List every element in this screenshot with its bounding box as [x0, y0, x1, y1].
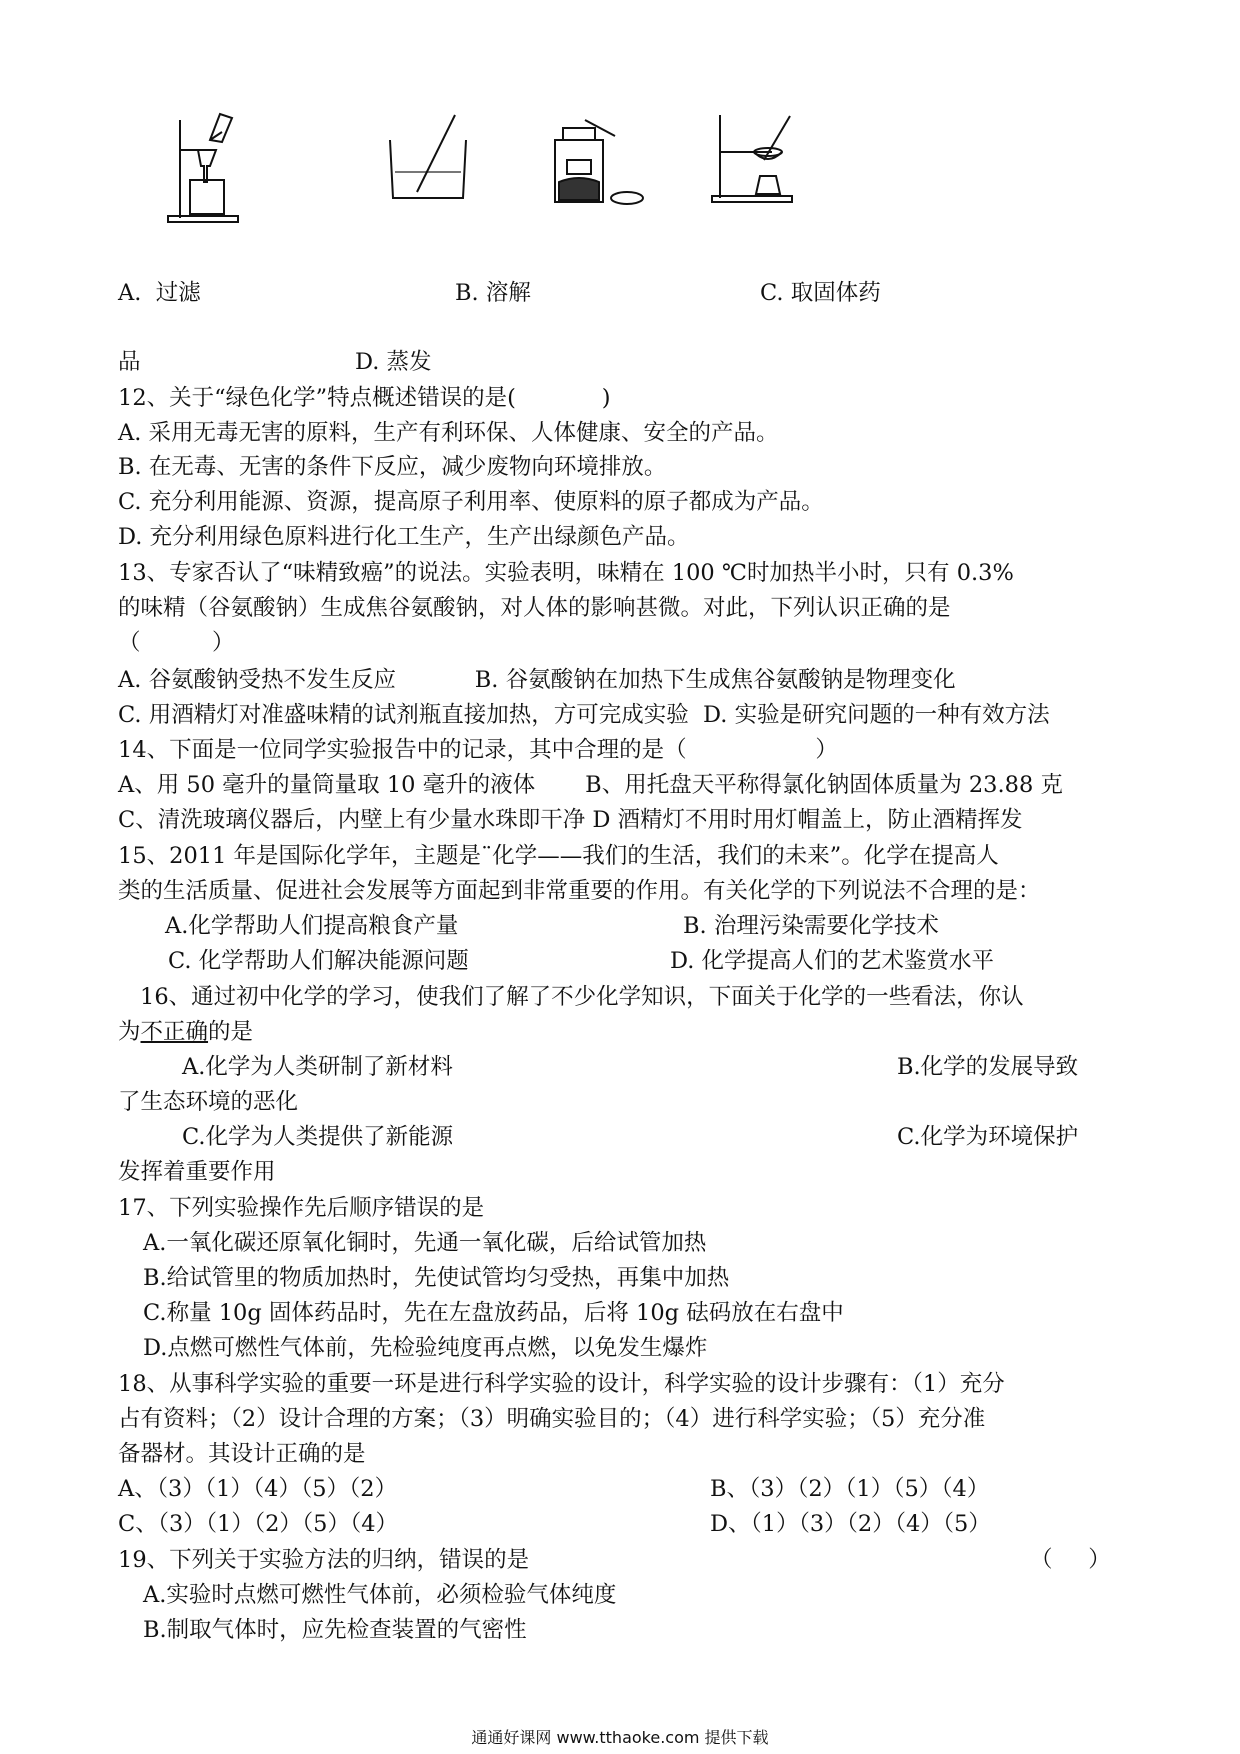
q17-option-b: B.给试管里的物质加热时，先使试管均匀受热，再集中加热 [143, 1265, 730, 1291]
q18-option-c: C、（3）（1）（2）（5）（4） [118, 1511, 399, 1537]
q16-option-b: B.化学的发展导致 [897, 1054, 1079, 1080]
q18-option-d: D、（1）（3）（2）（4）（5） [710, 1511, 991, 1537]
q12-option-d: D. 充分利用绿色原料进行化工生产，生产出绿颜色产品。 [118, 524, 690, 550]
q15-option-a: A.化学帮助人们提高粮食产量 [165, 913, 459, 939]
q12-stem: 12、关于“绿色化学”特点概述错误的是( ) [118, 385, 611, 411]
q16-stem-1: 16、通过初中化学的学习，使我们了解了不少化学知识，下面关于化学的一些看法，你认 [140, 984, 1024, 1010]
q14-stem: 14、下面是一位同学实验报告中的记录，其中合理的是（ ） [118, 737, 838, 763]
q19-option-a: A.实验时点燃可燃性气体前，必须检验气体纯度 [143, 1582, 617, 1608]
q16-option-c: C.化学为人类提供了新能源 [182, 1124, 454, 1150]
q19-answer-paren: （ ） [1030, 1547, 1111, 1573]
q12-option-b: B. 在无毒、无害的条件下反应，减少废物向环境排放。 [118, 454, 667, 480]
q16-stem-2-post: 的是 [208, 1019, 254, 1045]
q13-options-cd: C. 用酒精灯对准盛味精的试剂瓶直接加热，方可完成实验 D. 实验是研究问题的一种有效方法 [118, 702, 1050, 728]
reagent-bottle-icon [545, 110, 645, 210]
beaker-stirring-icon [385, 110, 475, 205]
q11-option-b: B. 溶解 [455, 280, 531, 306]
q18-option-b: B、（3）（2）（1）（5）（4） [710, 1476, 990, 1502]
q17-option-a: A.一氧化碳还原氧化铜时，先通一氧化碳，后给试管加热 [143, 1230, 707, 1256]
evaporating-dish-icon [710, 110, 810, 205]
q15-stem-1: 15、2011 年是国际化学年，主题是¨化学——我们的生活，我们的未来”。化学在提高人 [118, 843, 999, 869]
q11-option-d: D. 蒸发 [355, 349, 432, 375]
q18-stem-2: 占有资料；（2）设计合理的方案；（3）明确实验目的；（4）进行科学实验；（5）充分准 [118, 1406, 986, 1432]
q11-option-c: C. 取固体药 [760, 280, 881, 306]
q16-option-d: C.化学为环境保护 [897, 1124, 1079, 1150]
q16-option-d-cont: 发挥着重要作用 [118, 1159, 276, 1185]
page-footer: 通通好课网 www.tthaoke.com 提供下载 [471, 1728, 769, 1747]
q13-stem-1: 13、专家否认了“味精致癌”的说法。实验表明，味精在 100 ℃时加热半小时，只有 0.3% [118, 560, 1014, 586]
q16-stem-2-pre: 为 [118, 1019, 141, 1045]
q18-stem-1: 18、从事科学实验的重要一环是进行科学实验的设计，科学实验的设计步骤有：（1）充分 [118, 1371, 1005, 1397]
filter-apparatus-icon [160, 110, 260, 225]
q11-option-c-cont: 品 [118, 349, 141, 375]
q14-options-ab: A、用 50 毫升的量筒量取 10 毫升的液体 B、用托盘天平称得氯化钠固体质量为 23.88 克 [118, 772, 1063, 798]
q17-stem: 17、下列实验操作先后顺序错误的是 [118, 1195, 485, 1221]
q15-option-c: C. 化学帮助人们解决能源问题 [168, 948, 469, 974]
q12-option-c: C. 充分利用能源、资源，提高原子利用率、使原料的原子都成为产品。 [118, 489, 824, 515]
q13-stem-2: 的味精（谷氨酸钠）生成焦谷氨酸钠，对人体的影响甚微。对此，下列认识正确的是 [118, 595, 951, 621]
q15-option-d: D. 化学提高人们的艺术鉴赏水平 [670, 948, 995, 974]
q16-option-a: A.化学为人类研制了新材料 [182, 1054, 453, 1080]
q16-option-b-cont: 了生态环境的恶化 [118, 1089, 299, 1115]
q19-stem: 19、下列关于实验方法的归纳，错误的是 [118, 1547, 530, 1573]
q18-option-a: A、（3）（1）（4）（5）（2） [118, 1476, 398, 1502]
q19-option-b: B.制取气体时，应先检查装置的气密性 [143, 1617, 527, 1643]
q17-option-c: C.称量 10g 固体药品时，先在左盘放药品，后将 10g 砝码放在右盘中 [143, 1300, 844, 1326]
q11-option-a: A. 过滤 [118, 280, 201, 306]
q17-option-d: D.点燃可燃性气体前，先检验纯度再点燃，以免发生爆炸 [143, 1335, 708, 1361]
q12-option-a: A. 采用无毒无害的原料，生产有利环保、人体健康、安全的产品。 [118, 420, 779, 446]
q16-stem-2-underlined: 不正确 [140, 1019, 209, 1045]
q13-answer-paren: （ ） [118, 630, 235, 656]
q16-stem-2 [118, 1017, 253, 1047]
q18-stem-3: 备器材。其设计正确的是 [118, 1441, 366, 1467]
q15-stem-2: 类的生活质量、促进社会发展等方面起到非常重要的作用。有关化学的下列说法不合理的是： [118, 878, 1041, 904]
q13-options-ab: A. 谷氨酸钠受热不发生反应 B. 谷氨酸钠在加热下生成焦谷氨酸钠是物理变化 [118, 667, 956, 693]
q15-option-b: B. 治理污染需要化学技术 [683, 913, 939, 939]
q14-options-cd: C、清洗玻璃仪器后，内壁上有少量水珠即干净 D 酒精灯不用时用灯帽盖上，防止酒精挥发 [118, 807, 1023, 833]
